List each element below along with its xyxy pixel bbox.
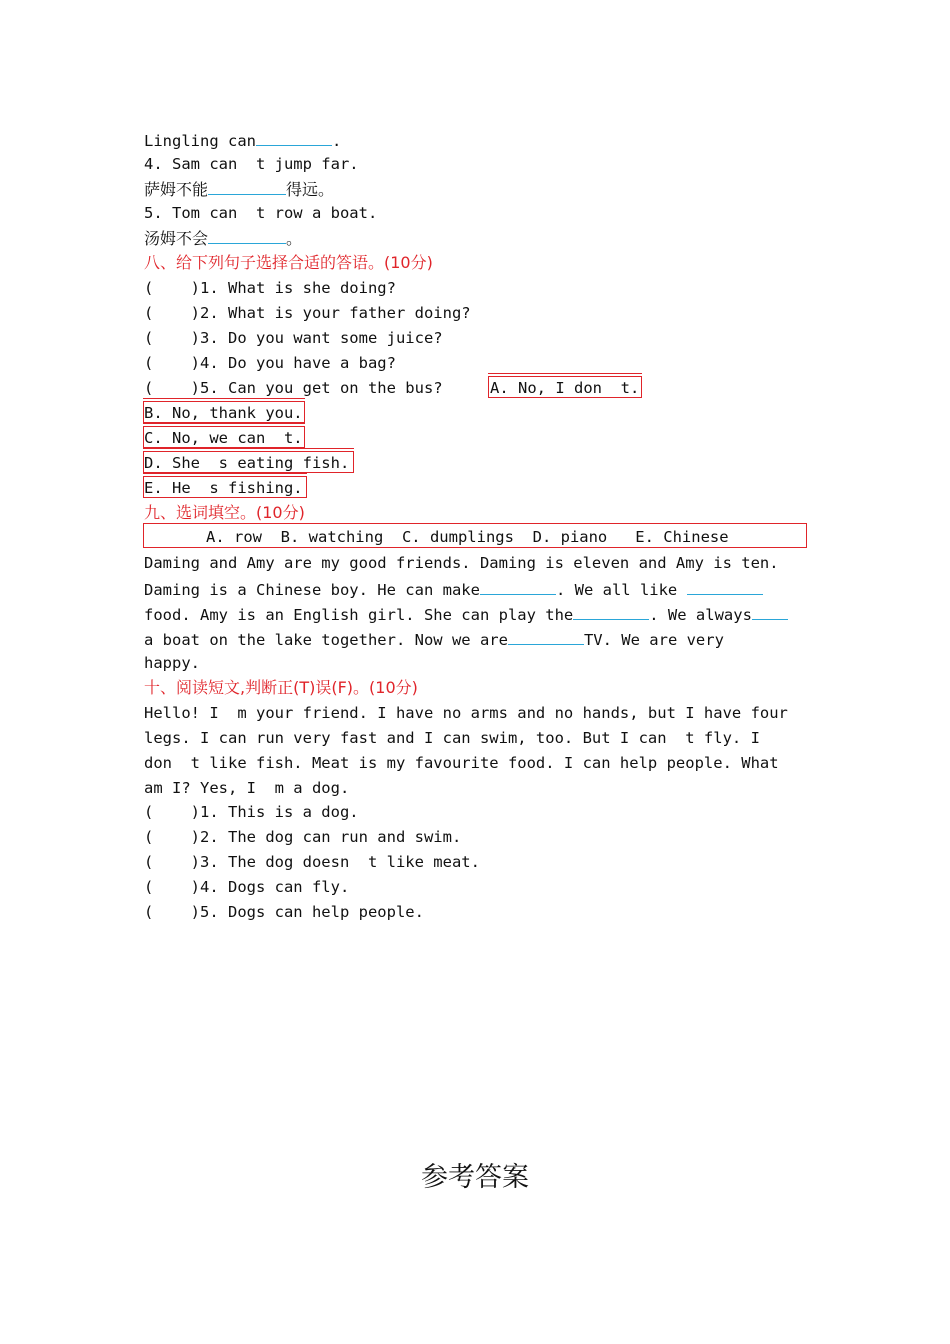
line-sam: 4. Sam can t jump far. <box>144 155 359 173</box>
passage10-line-1: Hello! I m your friend. I have no arms and no hands, but I have four <box>144 704 788 722</box>
section10-item-5: ( )5. Dogs can help people. <box>144 903 424 921</box>
passage9-line-5: happy. <box>144 654 200 672</box>
section8-option-a: A. No, I don t. <box>490 379 640 397</box>
answer-blank[interactable] <box>208 225 286 244</box>
passage9-line-2 <box>144 576 763 601</box>
section8-item-2: ( )2. What is your father doing? <box>144 304 471 322</box>
period: . <box>331 132 342 150</box>
section10-item-2: ( )2. The dog can run and swim. <box>144 828 462 846</box>
passage-text: a boat on the lake together. Now we are <box>144 631 508 649</box>
section8-option-d: D. She s eating fish. <box>144 454 350 472</box>
passage9-line-3 <box>144 601 788 626</box>
section8-item-3: ( )3. Do you want some juice? <box>144 329 443 347</box>
answers-title: 参考答案 <box>421 1162 529 1193</box>
answer-blank[interactable] <box>573 601 649 620</box>
section8-title: 八、给下列句子选择合适的答语。(10分) <box>144 253 433 272</box>
answer-blank[interactable] <box>208 176 286 195</box>
section8-item-1: ( )1. What is she doing? <box>144 279 396 297</box>
line-suffix: 得远。 <box>286 180 335 199</box>
passage10-line-4: am I? Yes, I m a dog. <box>144 779 350 797</box>
answer-blank[interactable] <box>508 626 584 645</box>
section8-item-4: ( )4. Do you have a bag? <box>144 354 396 372</box>
passage-text: . We all like <box>555 581 687 599</box>
section8-option-e: E. He s fishing. <box>144 479 303 497</box>
option-overline <box>488 373 642 374</box>
option-overline <box>143 473 307 474</box>
answer-blank[interactable] <box>752 601 788 620</box>
passage-text: . We always <box>649 606 752 624</box>
passage-text: TV. We are very <box>583 631 724 649</box>
line-tom-cn <box>144 225 302 250</box>
section8-option-c: C. No, we can t. <box>144 429 303 447</box>
section10-item-3: ( )3. The dog doesn t like meat. <box>144 853 480 871</box>
line-tom: 5. Tom can t row a boat. <box>144 204 378 222</box>
answer-blank[interactable] <box>480 576 556 595</box>
option-overline <box>143 448 354 449</box>
answer-blank[interactable] <box>256 127 332 146</box>
line-text: 汤姆不会 <box>144 229 209 248</box>
section8-item-5: ( )5. Can you get on the bus? <box>144 379 443 397</box>
option-overline <box>143 423 305 424</box>
passage10-line-3: don t like fish. Meat is my favourite food. I can help people. What <box>144 754 779 772</box>
line-text: Lingling can <box>144 132 256 150</box>
passage9-line-1: Daming and Amy are my good friends. Daming is eleven and Amy is ten. <box>144 554 779 572</box>
section8-option-b: B. No, thank you. <box>144 404 303 422</box>
option-overline <box>143 398 305 399</box>
word-bank: A. row B. watching C. dumplings D. piano E. Chinese <box>206 528 729 546</box>
passage9-line-4 <box>144 626 724 651</box>
line-suffix: 。 <box>286 229 303 248</box>
line-text: 萨姆不能 <box>144 180 209 199</box>
section10-item-1: ( )1. This is a dog. <box>144 803 359 821</box>
passage-text: food. Amy is an English girl. She can play the <box>144 606 574 624</box>
section9-title: 九、选词填空。(10分) <box>144 503 305 522</box>
passage10-line-2: legs. I can run very fast and I can swim, too. But I can t fly. I <box>144 729 760 747</box>
line-sam-cn <box>144 176 334 201</box>
section10-title: 十、阅读短文,判断正(T)误(F)。(10分) <box>144 678 418 697</box>
passage-text: Daming is a Chinese boy. He can make <box>144 581 480 599</box>
answer-blank[interactable] <box>687 576 763 595</box>
line-lingling <box>144 127 341 152</box>
section10-item-4: ( )4. Dogs can fly. <box>144 878 350 896</box>
